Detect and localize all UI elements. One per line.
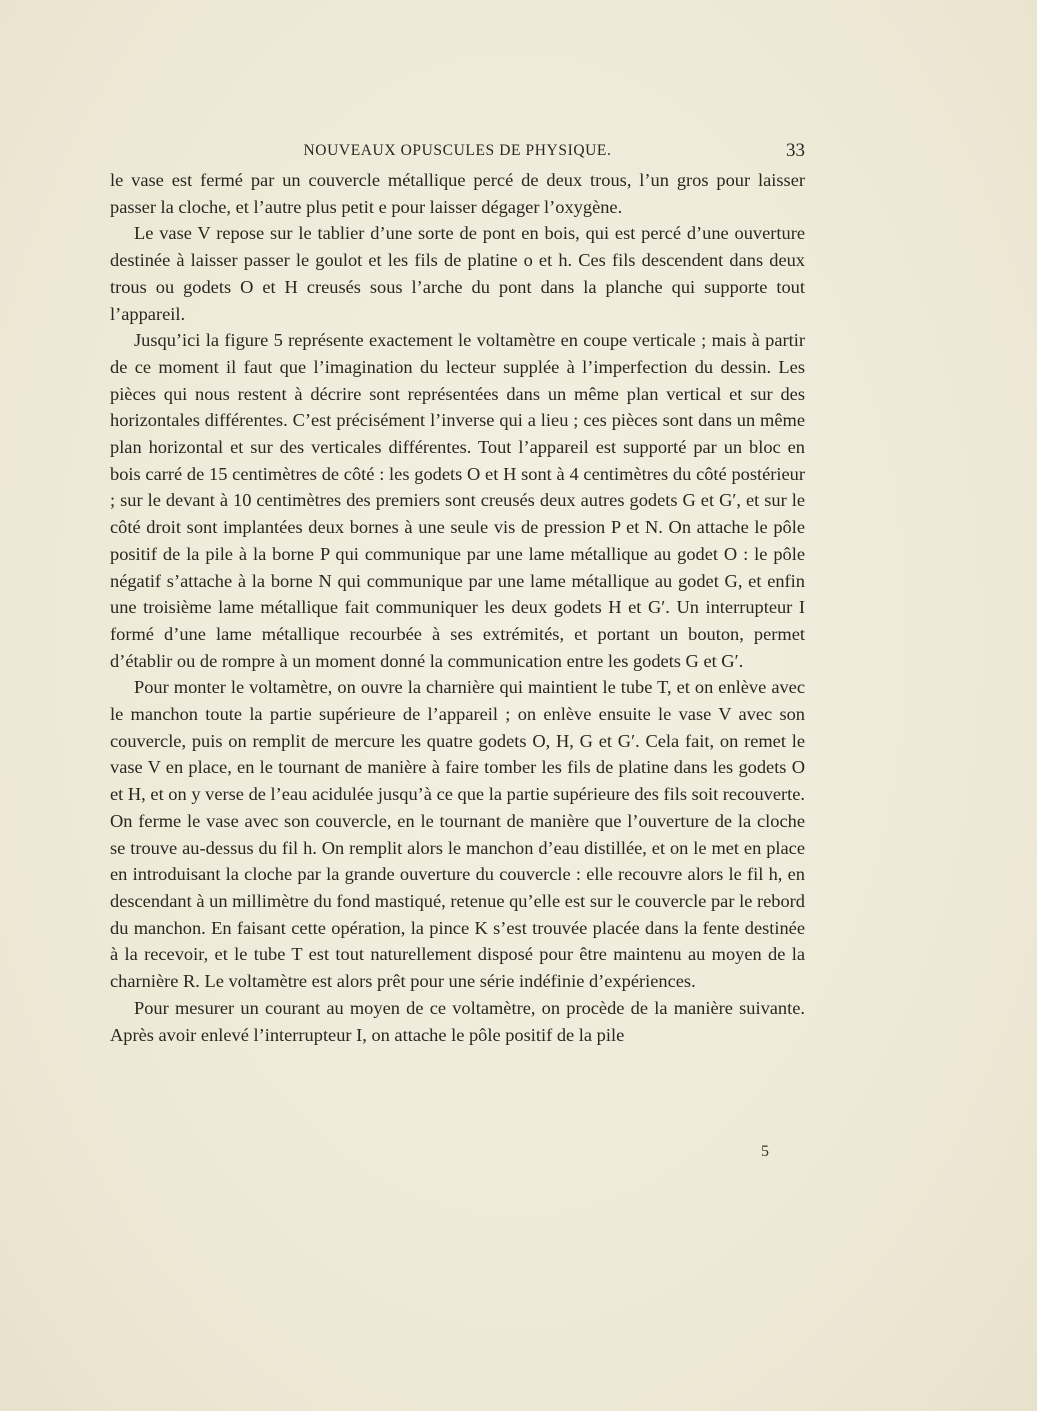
page-number: 33 [786,140,805,161]
signature-mark: 5 [761,1143,769,1160]
paragraph: Jusqu’ici la figure 5 représente exactement le voltamètre en coupe verticale ; mais à partir de ce moment il faut que l’imagination du lecteur supplée à l’imperfection du dessin. Les pièces qui nous restent à décrire sont représentées dans un même plan vertical et sur des horizontales différentes. C’est précisément l’inverse qui a lieu ; ces pièces sont dans un même plan horizontal et sur des verticales différentes. Tout l’appareil est supporté par un bloc en bois carré de 15 centimètres de côté : les godets O et H sont à 4 centimètres du côté postérieur ; sur le devant à 10 centimètres des premiers sont creusés deux autres godets G et G′, et sur le côté droit sont implantées deux bornes à une seule vis de pression P et N. On attache le pôle positif de la pile à la borne P qui communique par une lame métallique au godet O : le pôle négatif s’attache à la borne N qui communique par une lame métallique au godet G, et enfin une troisième lame métallique fait communiquer les deux godets H et G′. Un interrupteur I formé d’une lame métallique recourbée à ses extrémités, et portant un bouton, permet d’établir ou de rompre à un moment donné la communication entre les godets G et G′. [110,330,805,671]
body-text [110,167,805,1048]
running-title: NOUVEAUX OPUSCULES DE PHYSIQUE. [303,142,612,159]
paragraph: Le vase V repose sur le tablier d’une sorte de pont en bois, qui est percé d’une ouverture destinée à laisser passer le goulot et les fils de platine o et h. Ces fils descendent dans deux trous ou godets O et H creusés sous l’arche du pont dans la planche qui supporte tout l’appareil. [110,223,805,324]
paragraph: Pour monter le voltamètre, on ouvre la charnière qui maintient le tube T, et on enlève avec le manchon toute la partie supérieure de l’appareil ; on enlève ensuite le vase V avec son couvercle, puis on remplit de mercure les quatre godets O, H, G et G′. Cela fait, on remet le vase V en place, en le tournant de manière à faire tomber les fils de platine dans les godets O et H, et on y verse de l’eau acidulée jusqu’à ce que la partie supérieure des fils soit recouverte. On ferme le vase avec son couvercle, en le tournant de manière que l’ouverture de la cloche se trouve au-dessus du fil h. On remplit alors le manchon d’eau distillée, et on le met en place en introduisant la cloche par la grande ouverture du couvercle : elle recouvre alors le fil h, en descendant à un millimètre du fond mastiqué, retenue qu’elle est sur le couvercle par le rebord du manchon. En faisant cette opération, la pince K s’est trouvée placée dans la fente destinée à la recevoir, et le tube T est tout naturellement disposé pour être maintenu au moyen de la charnière R. Le voltamètre est alors prêt pour une série indéfinie d’expériences. [110,677,805,992]
page-header [110,138,805,164]
paragraph: Pour mesurer un courant au moyen de ce voltamètre, on procède de la manière suivante. Après avoir enlevé l’interrupteur I, on attache le pôle positif de la pile [110,997,805,1045]
paragraph: le vase est fermé par un couvercle métallique percé de deux trous, l’un gros pour laisser passer la cloche, et l’autre plus petit e pour laisser dégager l’oxygène. [110,170,805,217]
